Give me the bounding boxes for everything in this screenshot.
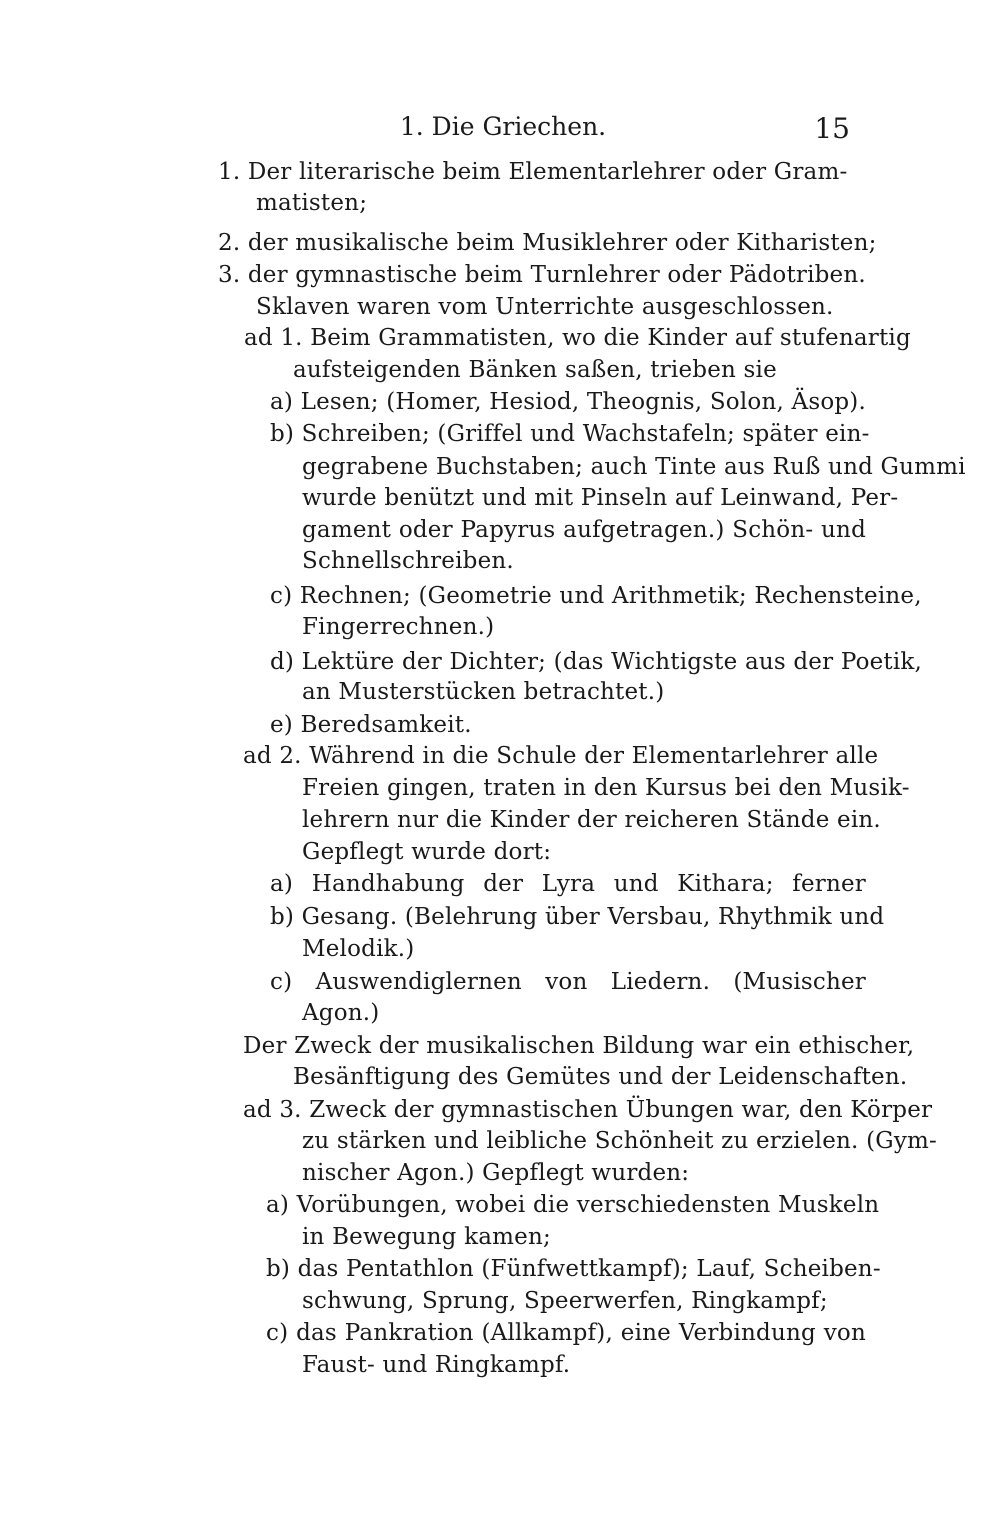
text-line: 1. Der literarische beim Elementarlehrer oder Gram- xyxy=(218,159,848,185)
text-line: c) Rechnen; (Geometrie und Arithmetik; Rechensteine, xyxy=(270,583,922,609)
text-line: Gepflegt wurde dort: xyxy=(302,839,552,865)
text-line: a) Handhabung der Lyra und Kithara; ferner xyxy=(270,871,866,897)
text-line: b) Gesang. (Belehrung über Versbau, Rhythmik und xyxy=(270,904,885,930)
text-line: wurde benützt und mit Pinseln auf Leinwand, Per- xyxy=(302,485,899,511)
text-line: lehrern nur die Kinder der reicheren Stände ein. xyxy=(302,807,881,833)
text-line: aufsteigenden Bänken saßen, trieben sie xyxy=(293,357,777,383)
text-line: a) Lesen; (Homer, Hesiod, Theognis, Solon, Äsop). xyxy=(270,389,866,415)
text-line: an Musterstücken betrachtet.) xyxy=(302,679,665,705)
text-line: Melodik.) xyxy=(302,936,415,962)
text-line: schwung, Sprung, Speerwerfen, Ringkampf; xyxy=(302,1288,828,1314)
text-line: Fingerrechnen.) xyxy=(302,614,495,640)
text-line: Schnellschreiben. xyxy=(302,548,514,574)
text-line: b) Schreiben; (Griffel und Wachstafeln; später ein- xyxy=(270,421,870,447)
text-line: Agon.) xyxy=(302,1000,380,1026)
text-line: ad 2. Während in die Schule der Elementarlehrer alle xyxy=(243,743,879,769)
text-line: Sklaven waren vom Unterrichte ausgeschlossen. xyxy=(256,294,834,320)
page-header xyxy=(150,112,856,152)
text-line: c) das Pankration (Allkampf), eine Verbindung von xyxy=(266,1320,866,1346)
text-line: gegrabene Buchstaben; auch Tinte aus Ruß und Gummi xyxy=(302,454,966,480)
text-line: Besänftigung des Gemütes und der Leidenschaften. xyxy=(293,1064,908,1090)
text-line: Der Zweck der musikalischen Bildung war ein ethischer, xyxy=(243,1033,915,1059)
text-line: a) Vorübungen, wobei die verschiedensten Muskeln xyxy=(266,1192,880,1218)
text-line: zu stärken und leibliche Schönheit zu erzielen. (Gym- xyxy=(302,1128,938,1154)
running-title: 1. Die Griechen. xyxy=(399,112,607,141)
text-line: 3. der gymnastische beim Turnlehrer oder Pädotriben. xyxy=(218,262,866,288)
text-line: e) Beredsamkeit. xyxy=(270,712,472,738)
text-line: d) Lektüre der Dichter; (das Wichtigste aus der Poetik, xyxy=(270,649,923,675)
text-line: matisten; xyxy=(256,190,368,216)
text-line: Faust- und Ringkampf. xyxy=(302,1352,571,1378)
text-line: in Bewegung kamen; xyxy=(302,1224,551,1250)
text-line: nischer Agon.) Gepflegt wurden: xyxy=(302,1160,690,1186)
text-line: Freien gingen, traten in den Kursus bei den Musik- xyxy=(302,775,910,801)
text-line: 2. der musikalische beim Musiklehrer oder Kitharisten; xyxy=(218,230,877,256)
page-number: 15 xyxy=(814,112,850,145)
text-line: b) das Pentathlon (Fünfwettkampf); Lauf, Scheiben- xyxy=(266,1256,881,1282)
text-line: ad 3. Zweck der gymnastischen Übungen war, den Körper xyxy=(243,1097,933,1123)
text-line: ad 1. Beim Grammatisten, wo die Kinder auf stufenartig xyxy=(244,325,911,351)
text-line: gament oder Papyrus aufgetragen.) Schön- und xyxy=(302,517,866,543)
text-line: c) Auswendiglernen von Liedern. (Musischer xyxy=(270,969,866,995)
